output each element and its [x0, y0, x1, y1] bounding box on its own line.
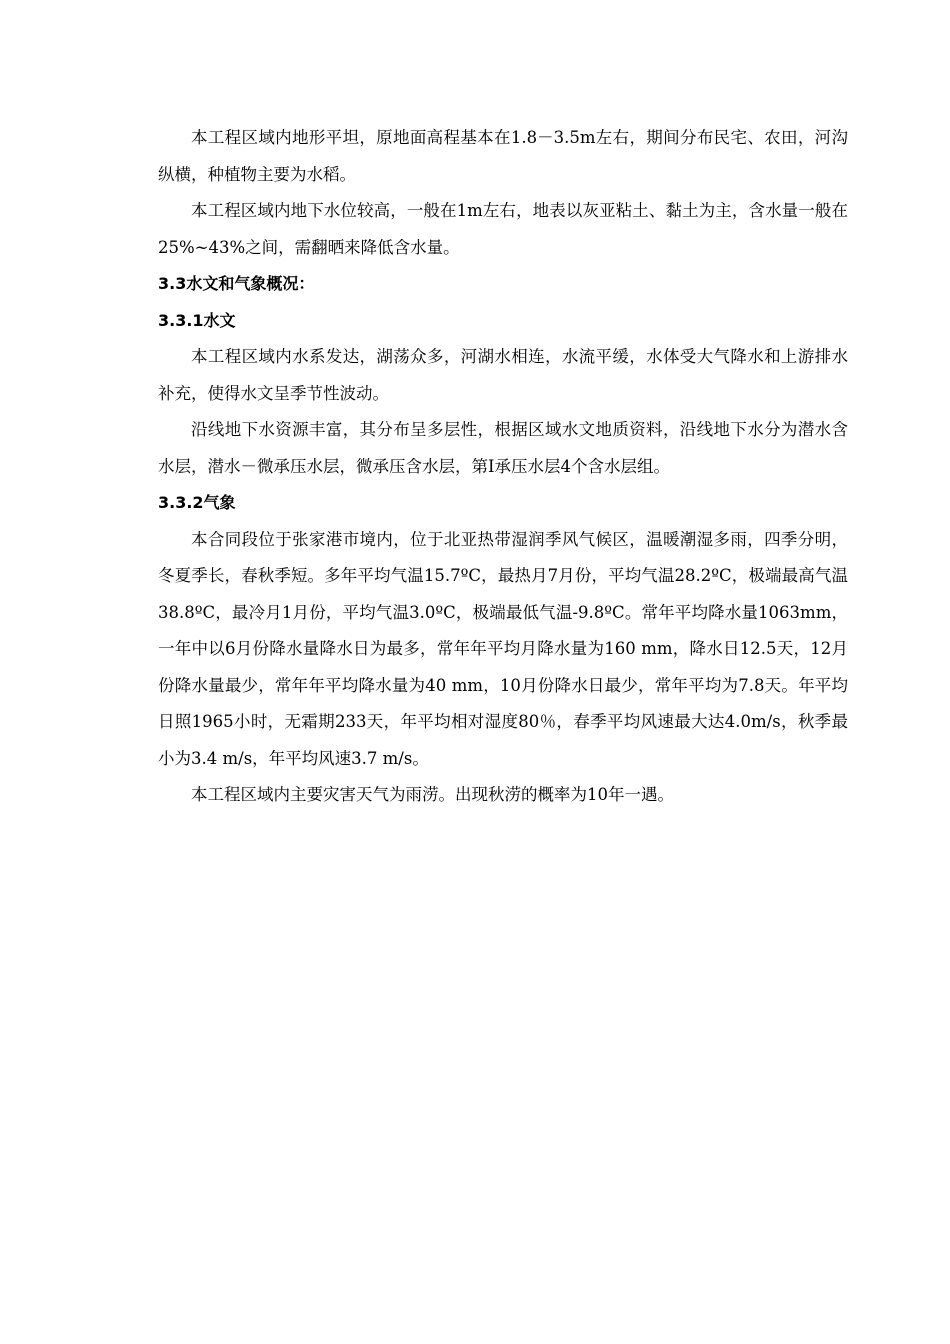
section-heading-3-3-2: 3.3.2气象	[158, 493, 236, 512]
section-heading-3-3-1: 3.3.1水文	[158, 310, 236, 330]
paragraph-hydrology-surface: 本工程区域内水系发达，湖荡众多，河湖水相连，水流平缓，水体受大气降水和上游排水补充，使得水文呈季节性波动。	[158, 347, 848, 403]
paragraph-terrain: 本工程区域内地形平坦，原地面高程基本在1.8－3.5m左右，期间分布民宅、农田，河沟纵横，种植物主要为水稻。	[158, 128, 848, 184]
document-body	[158, 120, 848, 814]
paragraph-groundwater-level: 本工程区域内地下水位较高，一般在1m左右，地表以灰亚粘土、黏土为主，含水量一般在25%~43%之间，需翻晒来降低含水量。	[158, 201, 848, 257]
paragraph-hydrology-groundwater: 沿线地下水资源丰富，其分布呈多层性，根据区域水文地质资料，沿线地下水分为潜水含水层，潜水－微承压水层，微承压含水层，第I承压水层4个含水层组。	[158, 420, 848, 476]
paragraph-climate: 本合同段位于张家港市境内，位于北亚热带湿润季风气候区，温暖潮湿多雨，四季分明，冬夏季长，春秋季短。多年平均气温15.7ºC，最热月7月份，平均气温28.2ºC，极端最高气温38.8ºC，最冷月1月份，平均气温3.0ºC，极端最低气温-9.8ºC。常年平均降水量1063mm，一年中以6月份降水量降水日为最多，常年年平均月降水量为160 mm，降水日12.5天，12月份降水量最少，常年年平均降水量为40 mm，10月份降水日最少，常年平均为7.8天。年平均日照1965小时，无霜期233天，年平均相对湿度80％，春季平均风速最大达4.0m/s，秋季最小为3.4 m/s，年平均风速3.7 m/s。	[158, 529, 848, 768]
section-heading-3-3: 3.3水文和气象概况：	[158, 274, 315, 293]
paragraph-disaster: 本工程区域内主要灾害天气为雨涝。出现秋涝的概率为10年一遇。	[191, 785, 674, 804]
